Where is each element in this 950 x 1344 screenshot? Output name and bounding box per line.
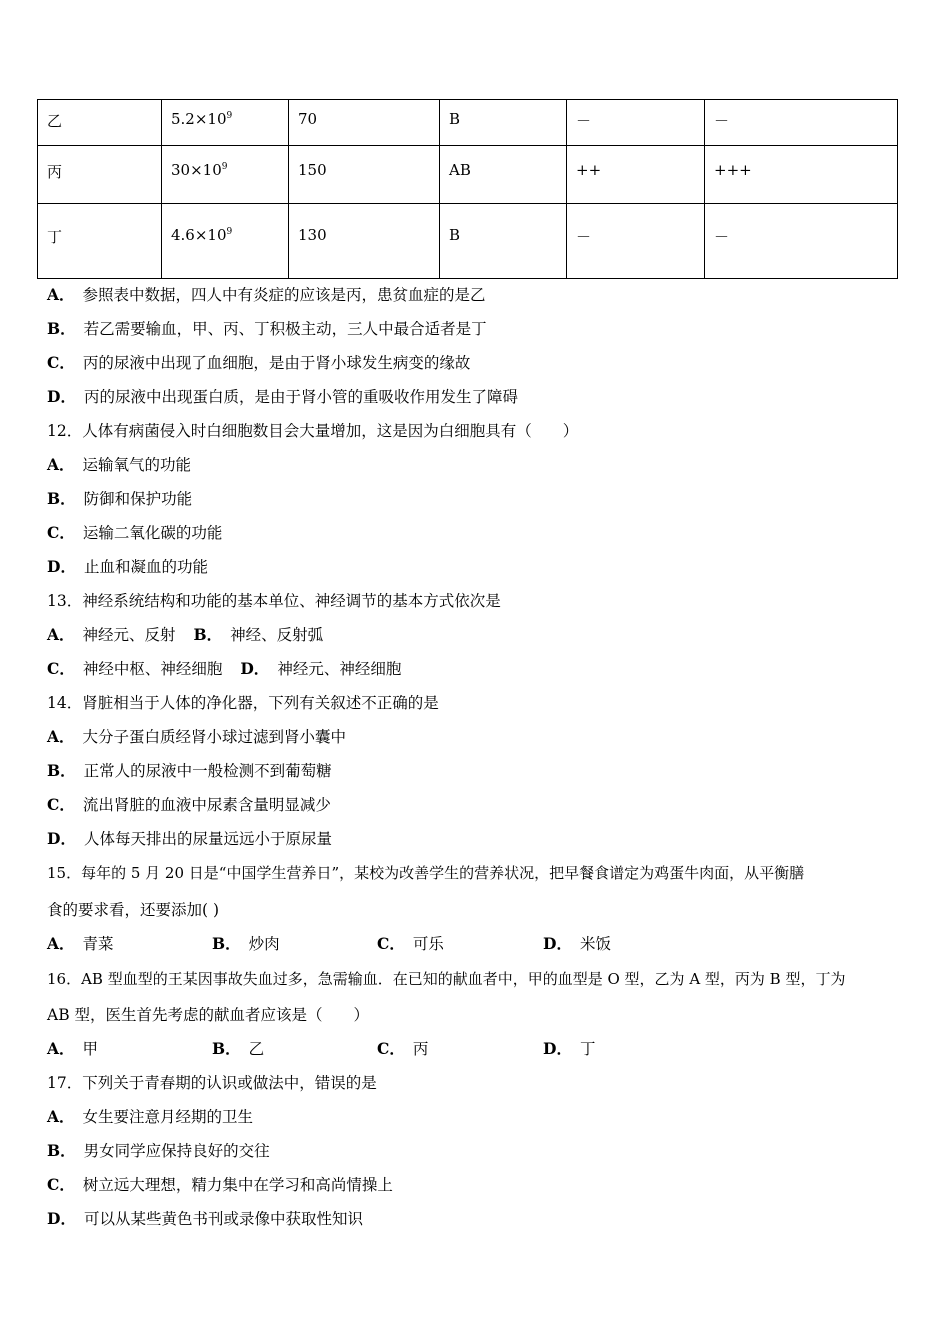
table-cell-name: 乙 <box>38 100 162 146</box>
option-letter: B． <box>47 319 76 338</box>
option-text: 可以从某些黄色书刊或录像中获取性知识 <box>83 1210 363 1228</box>
table-cell-rbc <box>162 100 289 146</box>
q17-option-b <box>47 1141 270 1161</box>
rbc-value: 4.6×10 <box>171 226 227 244</box>
option-letter: C． <box>377 934 405 953</box>
table-cell-name: 丁 <box>38 204 162 279</box>
table-row <box>38 204 898 279</box>
q16-option-b <box>212 1039 264 1059</box>
q12-option-a <box>47 455 191 475</box>
q17-option-a <box>47 1107 253 1127</box>
q16-option-d <box>543 1039 595 1059</box>
option-letter: B． <box>47 1141 76 1160</box>
q12-option-c <box>47 523 222 543</box>
q15-option-a <box>47 934 114 954</box>
option-letter: C． <box>47 659 75 678</box>
option-text: 甲 <box>82 1040 99 1058</box>
option-text: 丁 <box>579 1040 596 1058</box>
q16-option-a <box>47 1039 98 1059</box>
q15-option-c <box>377 934 444 954</box>
table-cell-blood-type: AB <box>440 146 567 204</box>
table-cell-hb: 150 <box>289 146 440 204</box>
q12-option-b <box>47 489 192 509</box>
option-text: 女生要注意月经期的卫生 <box>82 1108 254 1126</box>
option-letter: B． <box>212 934 241 953</box>
option-letter: C． <box>47 795 75 814</box>
option-text: 可乐 <box>412 935 444 953</box>
option-text: 男女同学应保持良好的交往 <box>83 1142 270 1160</box>
option-text: 大分子蛋白质经肾小球过滤到肾小囊中 <box>82 728 347 746</box>
option-text: 青菜 <box>82 935 114 953</box>
option-text: 若乙需要输血，甲、丙、丁积极主动，三人中最合适者是丁 <box>83 320 487 338</box>
table-cell-rbc <box>162 146 289 204</box>
option-letter: D． <box>47 829 76 848</box>
q14-option-d <box>47 829 332 849</box>
table-cell-rbc <box>162 204 289 279</box>
q11-option-b <box>47 319 487 339</box>
option-text: 防御和保护功能 <box>83 490 193 508</box>
option-letter: D． <box>543 934 572 953</box>
option-letter: A． <box>47 934 75 953</box>
q13-options-row-2 <box>47 659 401 679</box>
option-letter: A． <box>47 1039 75 1058</box>
table-row <box>38 146 898 204</box>
option-text: 神经、反射弧 <box>230 626 324 644</box>
q16-option-c <box>377 1039 428 1059</box>
option-letter: B． <box>212 1039 241 1058</box>
table-cell-cells: － <box>705 204 898 279</box>
option-text: 炒肉 <box>248 935 280 953</box>
option-text: 流出肾脏的血液中尿素含量明显减少 <box>82 796 331 814</box>
option-text: 丙 <box>412 1040 429 1058</box>
rbc-value: 30×10 <box>171 161 222 179</box>
q15-option-d <box>543 934 611 954</box>
q13-options-row-1 <box>47 625 323 645</box>
option-letter: D． <box>240 659 270 678</box>
option-letter: C． <box>377 1039 405 1058</box>
option-letter: D． <box>47 1209 76 1228</box>
blood-test-table <box>37 99 898 279</box>
table-cell-protein: － <box>567 204 705 279</box>
option-letter: A． <box>47 727 75 746</box>
q14-option-b <box>47 761 332 781</box>
option-text: 神经元、神经细胞 <box>277 660 402 678</box>
table-cell-hb: 70 <box>289 100 440 146</box>
option-text: 丙的尿液中出现蛋白质，是由于肾小管的重吸收作用发生了障碍 <box>83 388 518 406</box>
table-cell-name: 丙 <box>38 146 162 204</box>
rbc-value: 5.2×10 <box>171 110 227 128</box>
table-cell-blood-type: B <box>440 204 567 279</box>
option-letter: A． <box>47 625 75 644</box>
option-letter: A． <box>47 1107 75 1126</box>
option-text: 神经中枢、神经细胞 <box>82 660 223 678</box>
option-letter: D． <box>543 1039 572 1058</box>
option-letter: C． <box>47 523 75 542</box>
q11-option-c <box>47 353 470 373</box>
option-text: 运输氧气的功能 <box>82 456 192 474</box>
q15-option-b <box>212 934 280 954</box>
option-text: 正常人的尿液中一般检测不到葡萄糖 <box>83 762 332 780</box>
q15-stem-line-2: 食的要求看，还要添加( ) <box>47 901 220 919</box>
option-letter: A． <box>47 285 75 304</box>
q16-stem-line-1: 16．AB 型血型的王某因事故失血过多，急需输血．在已知的献血者中，甲的血型是 O 型，乙为 A 型，丙为 B 型，丁为 <box>47 970 846 988</box>
option-text: 树立远大理想，精力集中在学习和高尚情操上 <box>82 1176 393 1194</box>
option-letter: C． <box>47 1175 75 1194</box>
q17-stem: 17．下列关于青春期的认识或做法中，错误的是 <box>47 1074 377 1092</box>
option-text: 人体每天排出的尿量远远小于原尿量 <box>83 830 332 848</box>
q11-option-d <box>47 387 518 407</box>
option-letter: A． <box>47 455 75 474</box>
q16-stem-line-2: AB 型，医生首先考虑的献血者应该是（ ） <box>47 1006 370 1024</box>
option-text: 乙 <box>248 1040 265 1058</box>
q14-stem: 14．肾脏相当于人体的净化器，下列有关叙述不正确的是 <box>47 694 439 712</box>
rbc-exponent: 9 <box>226 111 233 121</box>
option-letter: D． <box>47 387 76 406</box>
option-text: 米饭 <box>579 935 611 953</box>
q13-stem: 13．神经系统结构和功能的基本单位、神经调节的基本方式依次是 <box>47 592 501 610</box>
q14-option-c <box>47 795 331 815</box>
table-cell-hb: 130 <box>289 204 440 279</box>
option-text: 参照表中数据，四人中有炎症的应该是丙，患贫血症的是乙 <box>82 286 486 304</box>
q15-stem-line-1: 15．每年的 5 月 20 日是“中国学生营养日”，某校为改善学生的营养状况，把早餐食谱定为鸡蛋牛肉面，从平衡膳 <box>47 864 805 882</box>
table-cell-blood-type: B <box>440 100 567 146</box>
q12-option-d <box>47 557 208 577</box>
rbc-exponent: 9 <box>226 227 233 237</box>
q17-option-c <box>47 1175 393 1195</box>
option-text: 丙的尿液中出现了血细胞，是由于肾小球发生病变的缘故 <box>82 354 471 372</box>
q14-option-a <box>47 727 346 747</box>
rbc-exponent: 9 <box>221 162 228 172</box>
table-cell-cells: － <box>705 100 898 146</box>
table-row <box>38 100 898 146</box>
q11-option-a <box>47 285 486 305</box>
option-letter: B． <box>47 761 76 780</box>
option-text: 止血和凝血的功能 <box>83 558 208 576</box>
option-letter: B． <box>193 625 223 644</box>
table-cell-cells: +++ <box>705 146 898 204</box>
table-cell-protein: － <box>567 100 705 146</box>
option-letter: C． <box>47 353 75 372</box>
table-cell-protein: ++ <box>567 146 705 204</box>
option-text: 神经元、反射 <box>82 626 176 644</box>
option-text: 运输二氧化碳的功能 <box>82 524 223 542</box>
option-letter: B． <box>47 489 76 508</box>
option-letter: D． <box>47 557 76 576</box>
q17-option-d <box>47 1209 363 1229</box>
q12-stem: 12．人体有病菌侵入时白细胞数目会大量增加，这是因为白细胞具有（ ） <box>47 422 579 440</box>
